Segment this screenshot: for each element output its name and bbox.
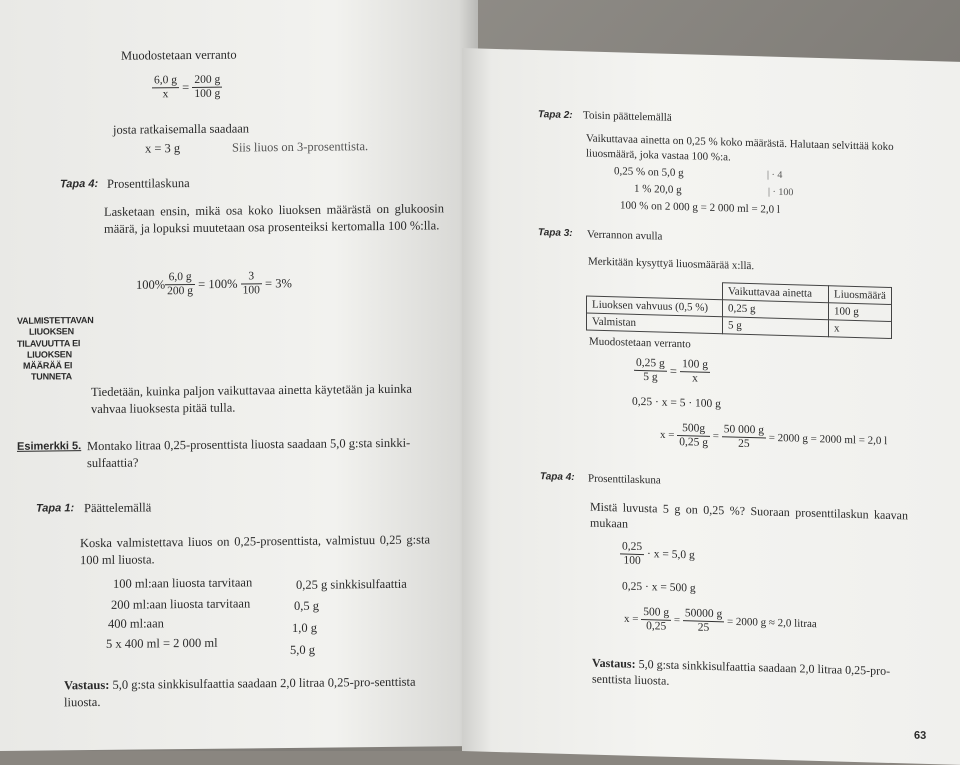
side-note [17, 315, 94, 383]
answer-block [592, 655, 922, 697]
fraction-denominator: 0,25 [646, 620, 667, 633]
percent-result: = 3% [265, 276, 292, 291]
pct-equation-2: 0,25 · x = 500 g [622, 580, 696, 595]
fraction-denominator: 5 g [643, 371, 658, 384]
fraction-denominator: 100 g [194, 87, 221, 101]
left-page [0, 0, 478, 751]
tapa2-text: Vaikuttavaa ainetta on 0,25 % koko määrästä. Halutaan selvittää koko liuosmäärä, joka vastaa 100 %:a. [586, 132, 894, 164]
fraction-numerator: 50000 g [683, 607, 724, 622]
tapa1-text: Koska valmistettava liuos on 0,25-prosenttista, valmistuu 0,25 g:sta 100 ml liuosta. [80, 532, 430, 568]
fraction-numerator: 100 g [680, 358, 710, 373]
step-right: 0,5 g [294, 598, 319, 613]
calc-line: 0,25 % on 5,0 g [614, 165, 684, 180]
equation-prefix: x = [660, 428, 675, 442]
result-note: Siis liuos on 3-prosenttista. [232, 139, 369, 155]
fraction-denominator: 200 g [167, 285, 194, 298]
solve-equation [660, 422, 887, 456]
calc-note: | · 4 [767, 169, 783, 181]
fraction-numerator: 500 g [641, 606, 671, 621]
tapa4-label: Tapa 4: [540, 471, 575, 484]
table-cell: 0,25 g [723, 300, 829, 320]
answer-text: 5,0 g:sta sinkkisulfaattia saadaan 2,0 litraa 0,25-pro-senttista liuosta. [592, 656, 891, 688]
table-cell: Valmistan [587, 313, 723, 334]
tapa2-label: Tapa 2: [538, 109, 573, 122]
equals-sign: = [669, 364, 677, 379]
table-cell: 5 g [723, 317, 829, 337]
tapa3-text: Merkitään kysyttyä liuosmäärää x:llä. [588, 255, 755, 273]
known-text: Tiedetään, kuinka paljon vaikuttavaa ainetta käytetään ja kuinka vahvaa liuoksesta pitää tulla. [91, 381, 412, 416]
pct-equation-1 [620, 540, 695, 570]
side-note-line: TUNNETA [31, 371, 72, 382]
result-x: x = 3 g [145, 141, 181, 156]
tapa3-title: Verrannon avulla [587, 228, 663, 243]
equals-sign: = [712, 430, 719, 443]
fraction-denominator: x [692, 372, 698, 385]
example-label: Esimerkki 5. [17, 440, 82, 453]
tapa1-label: Tapa 1: [36, 502, 75, 515]
equation-prefix: x = [624, 612, 639, 626]
right-page [462, 48, 960, 765]
percent-middle: = 100% [198, 276, 238, 292]
answer-block [64, 673, 432, 711]
tapa4-title: Prosenttilaskuna [588, 472, 661, 487]
fraction-numerator: 200 g [192, 74, 222, 89]
tapa4-text: Lasketaan ensin, mikä osa koko liuoksen määrästä on glukoosin määrä, ja lopuksi muutetaan osa prosenteiksi kertomalla 100 %:lla. [104, 201, 444, 236]
pct-equation-3 [624, 606, 817, 639]
fraction-denominator: 100 [242, 284, 260, 297]
step-left: 100 ml:aan liuosta tarvitaan [113, 575, 253, 591]
calc-line: 1 % 20,0 g [634, 182, 682, 197]
tapa1-title: Päättelemällä [84, 500, 152, 516]
example-text: Montako litraa 0,25-prosenttista liuosta saadaan 5,0 g:sta sinkki-sulfaattia? [87, 435, 411, 470]
data-table [586, 278, 892, 339]
ratio-equation [634, 357, 710, 387]
page-number: 63 [914, 729, 927, 742]
ratio-heading: Muodostetaan verranto [121, 47, 237, 63]
answer-text: 5,0 g:sta sinkkisulfaattia saadaan 2,0 litraa 0,25-pro-senttista liuosta. [64, 674, 416, 710]
tapa3-label: Tapa 3: [538, 227, 573, 240]
side-note-line: MÄÄRÄÄ EI [23, 360, 73, 371]
table-header-cell: Liuosmäärä [829, 286, 892, 305]
tapa2-title: Toisin päättelemällä [583, 109, 672, 124]
answer-label: Vastaus: [592, 655, 636, 671]
fraction-numerator: 6,0 g [165, 271, 195, 286]
tapa4-text: Mistä luvusta 5 g on 0,25 %? Suoraan prosenttilaskun kaavan mukaan [590, 499, 908, 531]
fraction-numerator: 50 000 g [722, 423, 766, 438]
step-left: 5 x 400 ml = 2 000 ml [106, 635, 218, 651]
percent-prefix: 100% [136, 277, 166, 292]
table-header-cell: Vaikuttavaa ainetta [723, 283, 829, 303]
side-note-line: VALMISTETTAVAN [17, 315, 94, 326]
fraction-denominator: 25 [697, 621, 710, 635]
step-right: 0,25 g sinkkisulfaattia [296, 576, 407, 592]
step-left: 200 ml:aan liuosta tarvitaan [111, 596, 251, 612]
side-note-line: LIUOKSEN [29, 326, 74, 337]
table-cell: Liuoksen vahvuus (0,5 %) [587, 296, 723, 317]
fraction-numerator: 500g [677, 422, 710, 437]
equals-sign: = [673, 614, 681, 627]
tapa4-label: Tapa 4: [60, 177, 99, 191]
tapa4-title: Prosenttilaskuna [107, 176, 190, 191]
fraction-numerator: 3 [241, 270, 262, 284]
equals-sign: = [182, 80, 190, 95]
equation-rest: · x = 5,0 g [647, 548, 695, 562]
answer-label: Vastaus: [64, 677, 110, 693]
table-cell: x [829, 320, 892, 339]
ratio-heading: Muodostetaan verranto [589, 335, 691, 351]
ratio-equation [152, 74, 222, 102]
table-cell: 100 g [829, 303, 892, 322]
fraction-numerator: 6,0 g [152, 74, 179, 89]
calc-note: | · 100 [768, 186, 794, 199]
fraction-numerator: 0,25 [620, 540, 644, 555]
equation-result: = 2000 g = 2000 ml = 2,0 l [768, 431, 888, 448]
cross-equation: 0,25 · x = 5 · 100 g [632, 395, 721, 411]
side-note-line: TILAVUUTTA EI [17, 337, 81, 349]
equation-result: = 2000 g ≈ 2,0 litraa [726, 615, 817, 631]
fraction-denominator: 100 [623, 554, 641, 568]
solve-text: josta ratkaisemalla saadaan [113, 121, 250, 137]
percent-equation [136, 270, 292, 299]
calc-line: 100 % on 2 000 g = 2 000 ml = 2,0 l [620, 199, 780, 216]
fraction-denominator: 0,25 g [679, 436, 708, 450]
step-right: 1,0 g [292, 620, 317, 635]
fraction-denominator: x [162, 88, 169, 101]
side-note-line: LIUOKSEN [27, 348, 72, 360]
step-right: 5,0 g [290, 642, 315, 657]
fraction-denominator: 25 [738, 437, 750, 451]
step-left: 400 ml:aan [108, 616, 164, 631]
fraction-numerator: 0,25 g [634, 357, 667, 372]
